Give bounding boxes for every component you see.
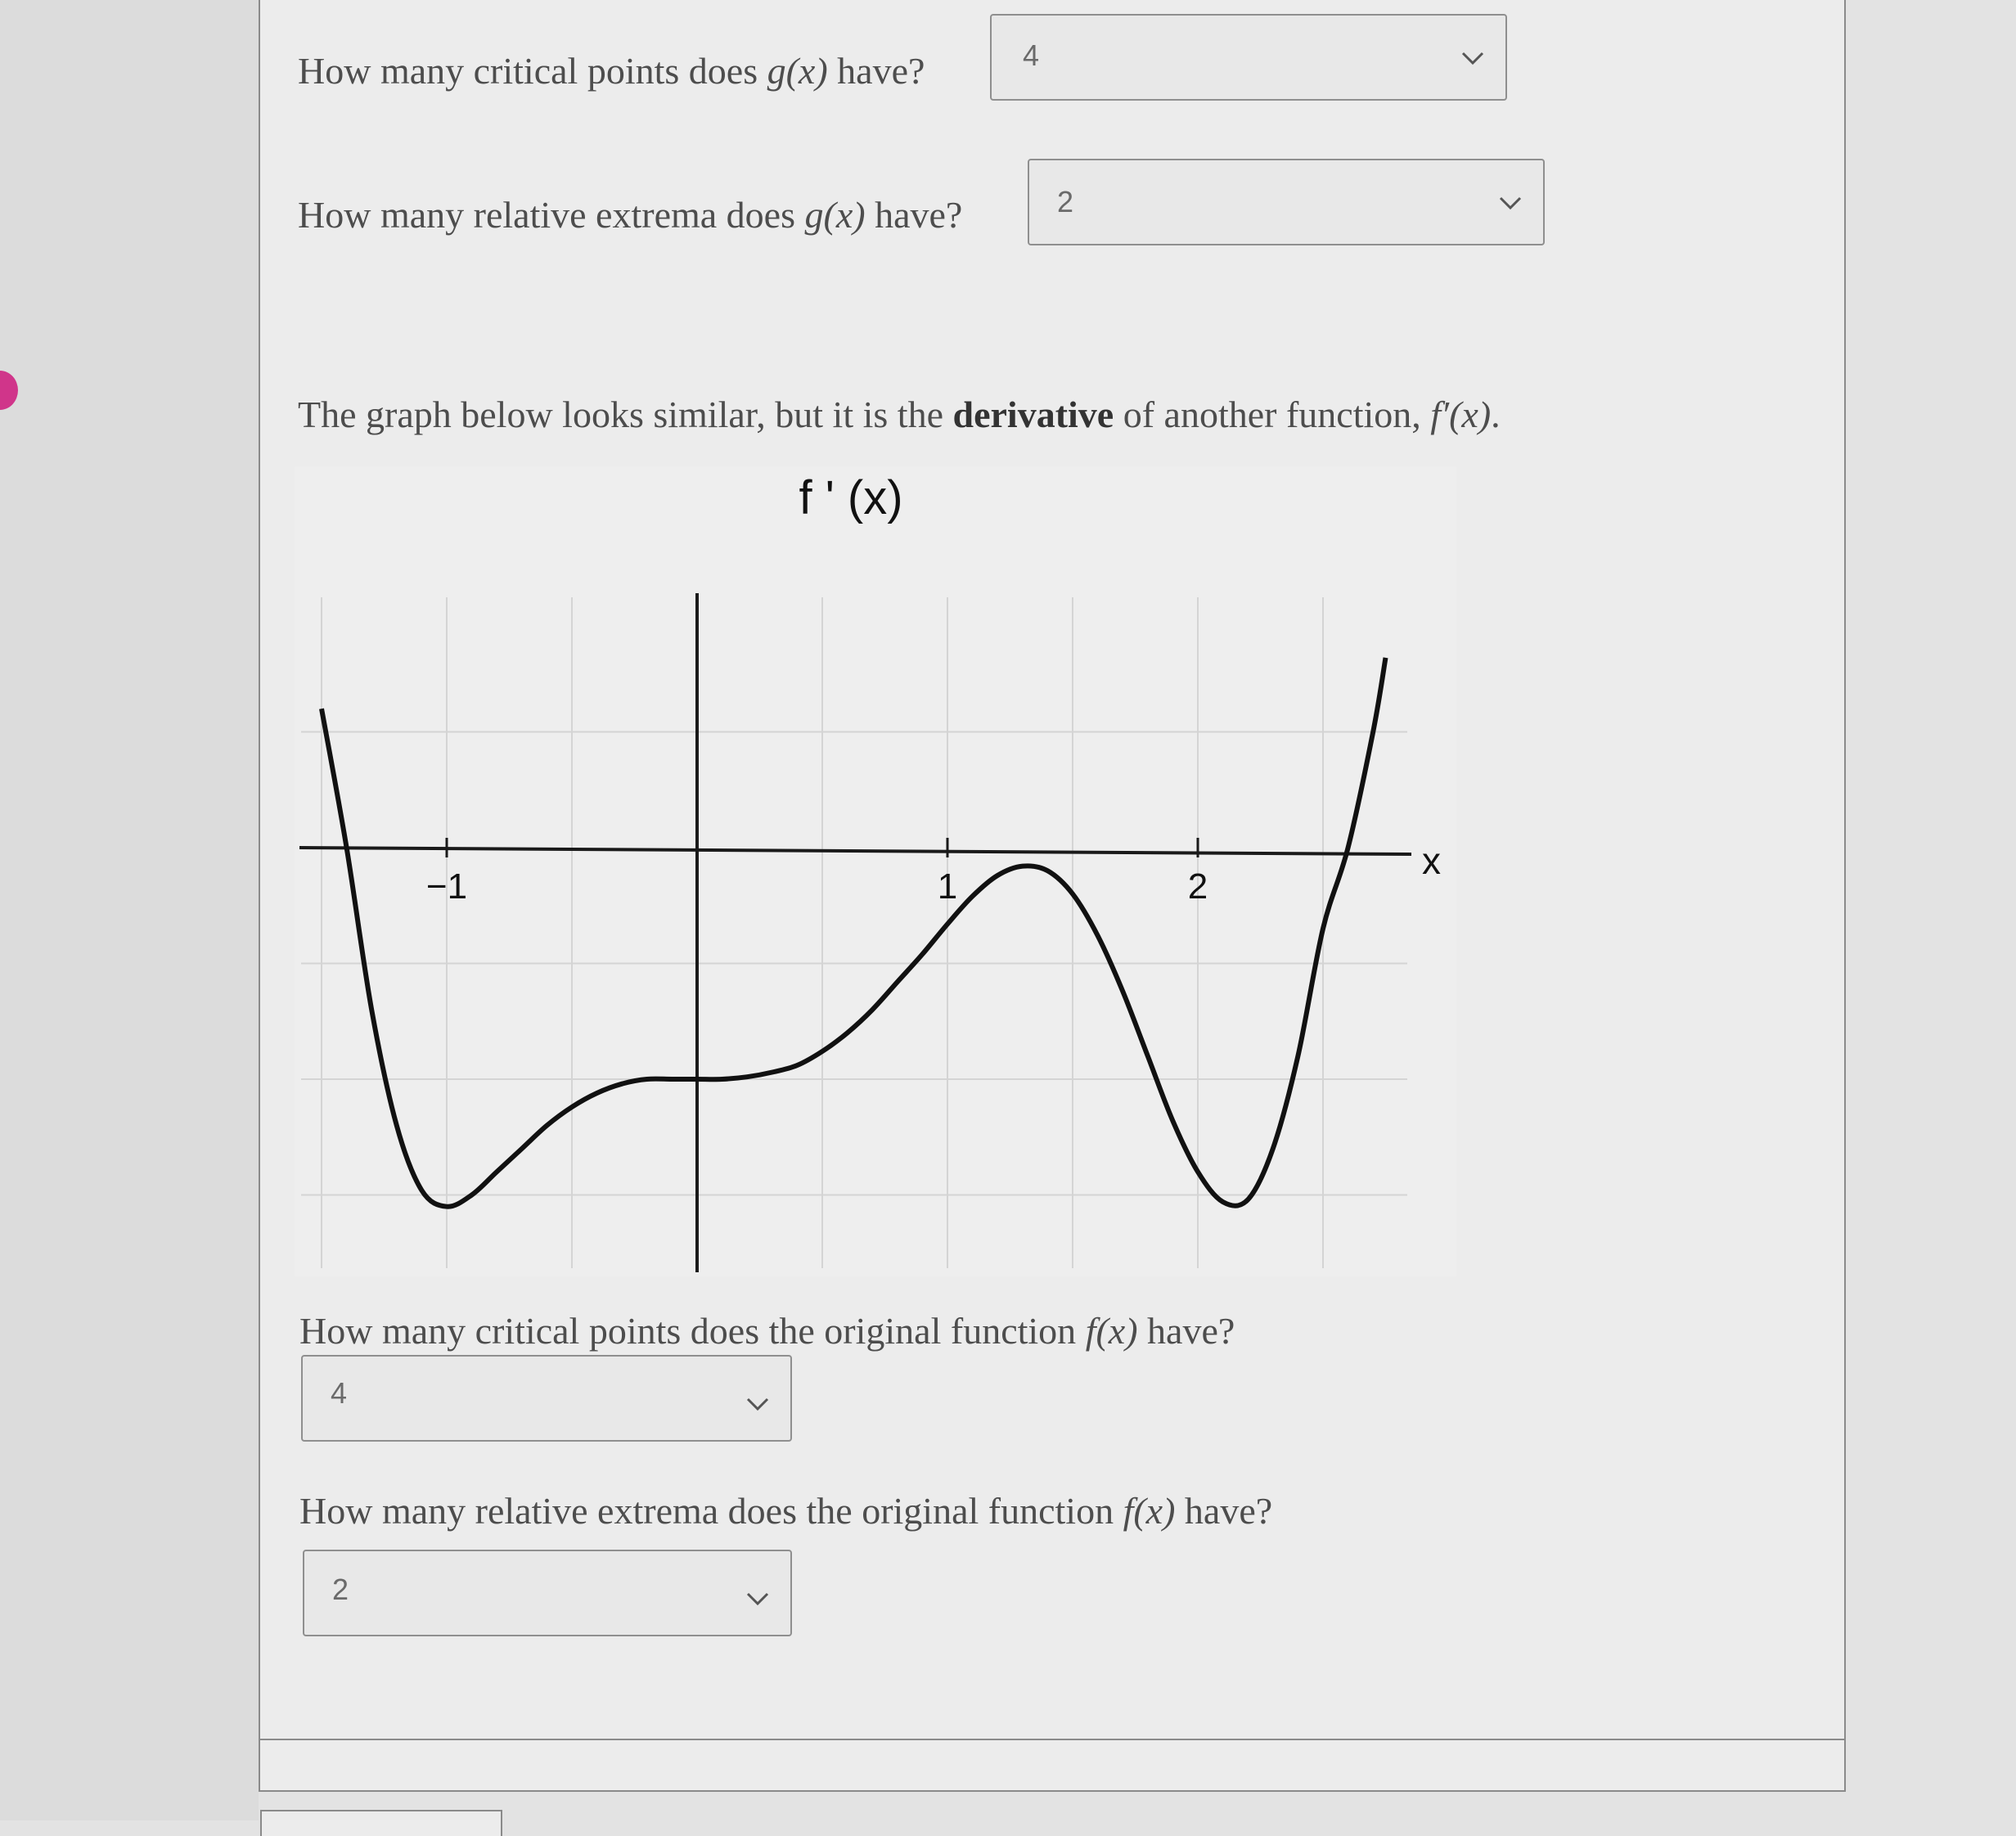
x-tick-label: −1 xyxy=(425,866,468,907)
chevron-down-icon xyxy=(1496,188,1525,218)
f-of-x: f(x) xyxy=(1123,1490,1176,1532)
f-prime-graph xyxy=(295,466,1456,1276)
derivative-term: derivative xyxy=(952,394,1114,435)
g-extrema-value: 2 xyxy=(1057,185,1074,218)
x-tick-label: 1 xyxy=(937,866,958,907)
chevron-down-icon xyxy=(743,1584,772,1613)
g-of-x: g(x) xyxy=(767,50,828,92)
f-extrema-value: 2 xyxy=(332,1573,349,1606)
chart-background xyxy=(295,466,1456,1276)
f-prime-of-x: f′(x) xyxy=(1430,394,1492,435)
f-critical-question: How many critical points does the original function f(x) have? xyxy=(299,1310,1235,1352)
chart-title: f ' (x) xyxy=(799,471,903,524)
chevron-down-icon xyxy=(743,1389,772,1419)
x-axis-label: x xyxy=(1422,839,1441,882)
panel-divider xyxy=(259,1739,1846,1740)
f-critical-select[interactable] xyxy=(301,1355,792,1442)
g-critical-select[interactable] xyxy=(990,14,1507,101)
g-extrema-question: How many relative extrema does g(x) have? xyxy=(298,194,963,236)
derivative-intro: The graph below looks similar, but it is the derivative of another function, f′(x). xyxy=(298,394,1501,435)
g-of-x: g(x) xyxy=(804,194,866,236)
f-of-x: f(x) xyxy=(1085,1310,1138,1352)
f-critical-value: 4 xyxy=(331,1376,348,1410)
f-extrema-select[interactable] xyxy=(303,1550,792,1636)
g-critical-value: 4 xyxy=(1023,38,1040,72)
x-tick-label: 2 xyxy=(1187,866,1208,907)
chevron-down-icon xyxy=(1458,43,1487,73)
g-critical-question: How many critical points does g(x) have? xyxy=(298,50,925,92)
page-margin xyxy=(0,0,259,1820)
next-section-tab[interactable] xyxy=(260,1810,502,1836)
g-extrema-select[interactable] xyxy=(1028,159,1545,245)
f-extrema-question: How many relative extrema does the original function f(x) have? xyxy=(299,1490,1273,1532)
